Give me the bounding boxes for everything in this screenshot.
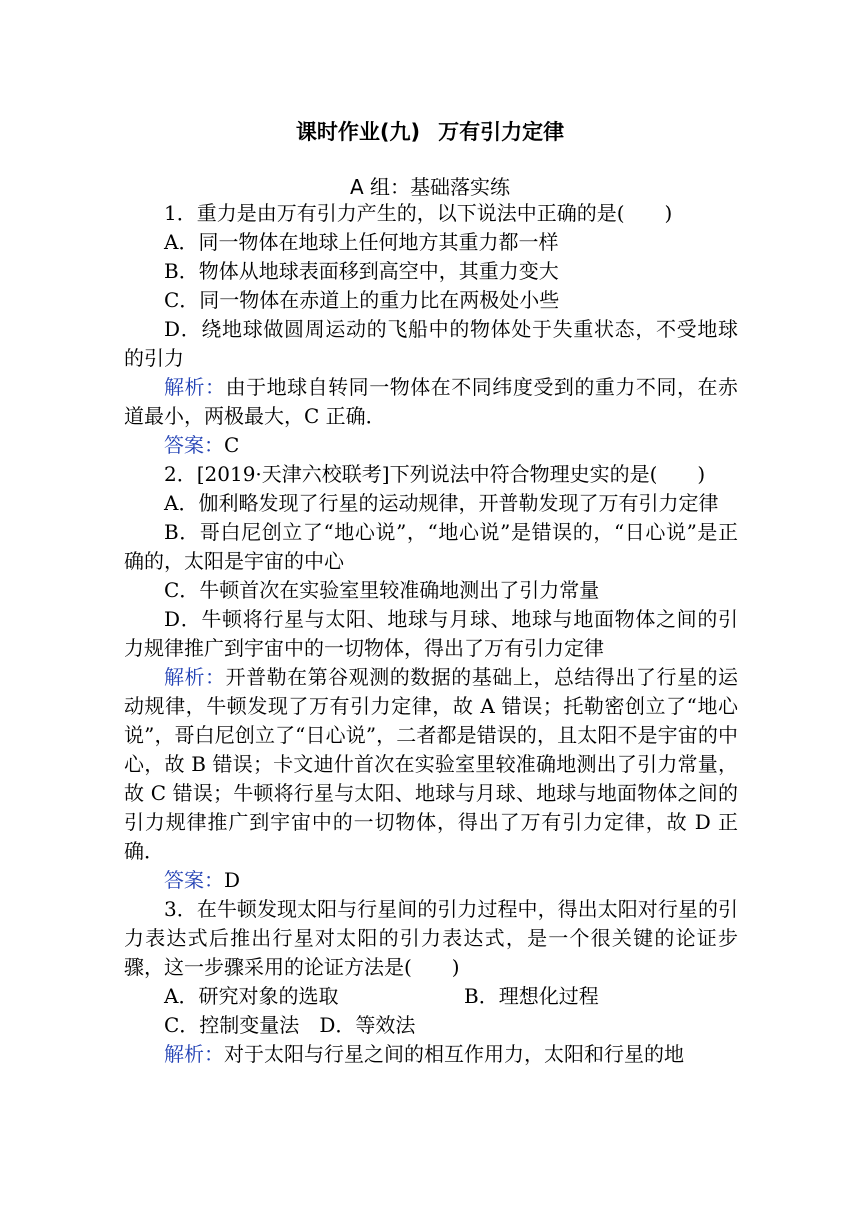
question-2-option-d: D．牛顿将行星与太阳、地球与月球、地球与地面物体之间的引力规律推广到宇宙中的一切物体，得出了万有引力定律 <box>124 607 738 660</box>
question-3-option-b: B．理想化过程 <box>464 984 599 1008</box>
question-3-option-c: C．控制变量法 <box>164 1013 300 1037</box>
question-3-analysis <box>124 1040 738 1069</box>
answer-value: D <box>224 868 241 892</box>
section-heading: A 组：基础落实练 <box>349 175 511 199</box>
question-2-option-c: C．牛顿首次在实验室里较准确地测出了引力常量 <box>164 578 600 602</box>
question-3-option-d: D．等效法 <box>319 1013 416 1037</box>
question-1-analysis <box>124 373 738 431</box>
page-title <box>0 116 860 146</box>
answer-label: 答案： <box>164 433 224 457</box>
title-topic: 万有引力定律 <box>438 120 565 144</box>
analysis-label: 解析： <box>164 665 226 689</box>
analysis-label: 解析： <box>164 1042 224 1066</box>
analysis-label: 解析： <box>164 375 226 399</box>
question-3-options-row-2 <box>124 1011 738 1040</box>
answer-label: 答案： <box>164 868 224 892</box>
question-1-stem: 1．重力是由万有引力产生的，以下说法中正确的是( ) <box>164 201 673 225</box>
question-1-option-c: C．同一物体在赤道上的重力比在两极处小些 <box>164 288 560 312</box>
question-1-answer <box>124 431 738 460</box>
question-2-answer <box>124 866 738 895</box>
answer-value: C <box>224 433 240 457</box>
document-body <box>124 199 738 1069</box>
question-3-options-row-1 <box>124 982 738 1011</box>
question-1-option-b: B．物体从地球表面移到高空中，其重力变大 <box>164 259 559 283</box>
question-2-option-a: A．伽利略发现了行星的运动规律，开普勒发现了万有引力定律 <box>164 491 719 515</box>
question-3-stem: 3．在牛顿发现太阳与行星间的引力过程中，得出太阳对行星的引力表达式后推出行星对太阳的引力表达式，是一个很关键的论证步骤，这一步骤采用的论证方法是( ) <box>124 897 738 979</box>
analysis-text: 对于太阳与行星之间的相互作用力，太阳和行星的地 <box>224 1042 684 1066</box>
question-2-analysis <box>124 663 738 866</box>
question-3-option-a: A．研究对象的选取 <box>164 984 339 1008</box>
question-1-option-a: A．同一物体在地球上任何地方其重力都一样 <box>164 230 559 254</box>
analysis-text: 由于地球自转同一物体在不同纬度受到的重力不同，在赤道最小，两极最大，C 正确． <box>124 375 739 428</box>
question-1-option-d: D．绕地球做圆周运动的飞船中的物体处于失重状态，不受地球的引力 <box>124 317 738 370</box>
analysis-text: 开普勒在第谷观测的数据的基础上，总结得出了行星的运动规律，牛顿发现了万有引力定律，故 A 错误；托勒密创立了“地心说”，哥白尼创立了“日心说”，二者都是错误的，且太阳不是宇宙的中心，故 B 错误；卡文迪什首次在实验室里较准确地测出了引力常量，故 C 错误；牛顿将行星与太阳、地球与月球、地球与地面物体之间的引力规律推广到宇宙中的一切物体，得出了万有引力定律，故 D 正确． <box>124 665 739 863</box>
title-series: 课时作业(九) <box>295 120 421 144</box>
question-2-option-b: B．哥白尼创立了“地心说”，“地心说”是错误的，“日心说”是正确的，太阳是宇宙的中心 <box>124 520 738 573</box>
question-2-stem: 2．[2019·天津六校联考]下列说法中符合物理史实的是( ) <box>164 462 706 486</box>
